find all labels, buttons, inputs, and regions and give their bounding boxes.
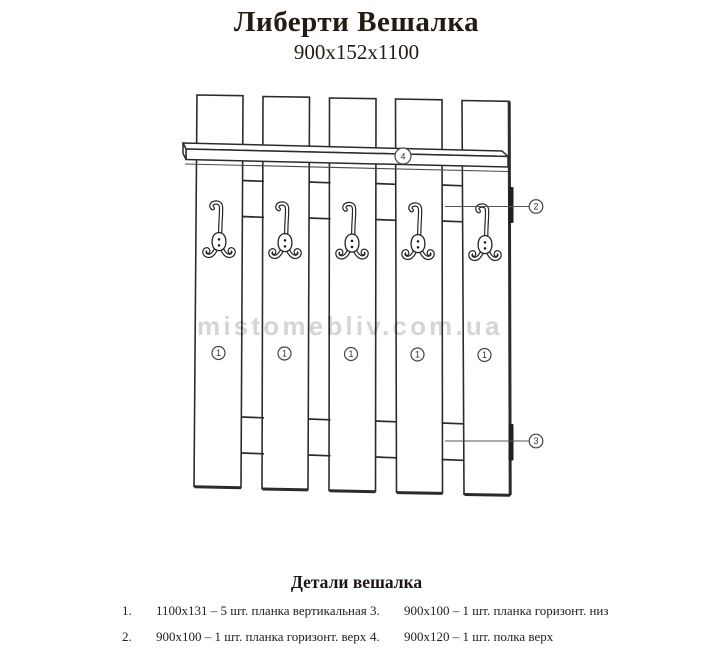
callout-label-1: 1 [215,348,222,359]
part-description: 900x100 – 1 шт. планка горизонт. низ [404,603,609,618]
callout-label-2: 2 [533,201,539,212]
parts-list-heading: Детали вешалка [290,572,423,592]
plank-bottom-edge [263,489,309,490]
part-description: 900x120 – 1 шт. полка верх [404,629,554,644]
part-number: 4. [370,629,380,644]
part-number: 3. [370,603,380,618]
product-title: Либерти Вешалка [233,6,480,38]
part-number: 2. [122,629,132,644]
callout-1-markers [212,347,491,362]
callout-label-3: 3 [533,436,539,447]
part-description: 1100x131 – 5 шт. планка вертикальная [156,603,367,618]
part-description: 900x100 – 1 шт. планка горизонт. верх [156,629,367,644]
plank-bottom-edge [195,487,242,488]
callout-label-1: 1 [348,349,354,360]
callout-label-1: 1 [481,350,488,361]
plank-bottom-edge [330,491,376,492]
callout-label-1: 1 [414,349,421,360]
callout-4-marker [395,148,411,164]
part-number: 1. [122,603,132,618]
plank-bottom-edge [397,493,443,494]
product-dimensions: 900x152x1100 [293,40,420,64]
plank-bottom-edge [465,495,511,496]
coat-hooks [204,203,499,259]
side-tab-top [509,187,514,223]
callout-label-4: 4 [400,151,406,162]
side-tab-bottom [509,424,514,461]
callout-label-1: 1 [281,348,288,359]
watermark: mistomebliv.com.ua [197,311,503,341]
